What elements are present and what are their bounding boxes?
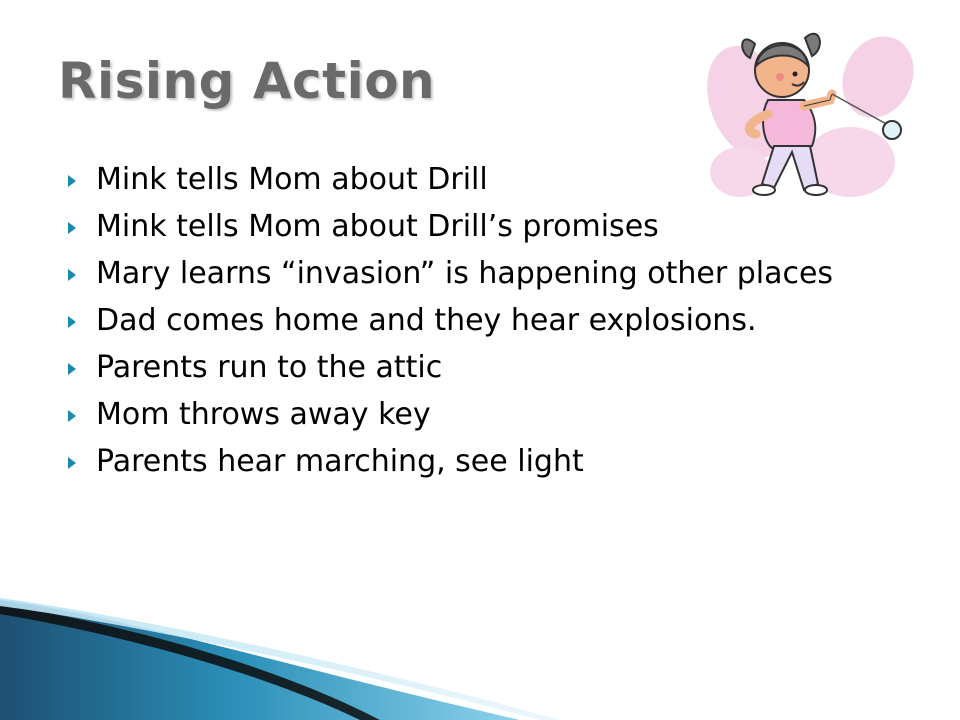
bullet-list: [64, 160, 884, 489]
bullet-text: Mary learns “invasion” is happening other places: [96, 256, 834, 291]
triangle-bullet-icon: [68, 316, 76, 328]
triangle-bullet-icon: [68, 269, 76, 281]
bullet-item: [64, 207, 884, 247]
bullet-text: Mink tells Mom about Drill: [96, 162, 488, 197]
bullet-text: Mom throws away key: [96, 397, 431, 432]
bullet-text: Dad comes home and they hear explosions.: [96, 303, 757, 338]
triangle-bullet-icon: [68, 457, 76, 469]
bullet-text: Parents run to the attic: [96, 350, 443, 385]
bullet-text: Mink tells Mom about Drill’s promises: [96, 209, 659, 244]
bullet-item: [64, 442, 884, 482]
slide-title: Rising Action: [58, 52, 436, 110]
triangle-bullet-icon: [68, 175, 76, 187]
bullet-item: [64, 160, 884, 200]
bullet-item: [64, 395, 884, 435]
triangle-bullet-icon: [68, 222, 76, 234]
bullet-item: [64, 254, 884, 294]
bullet-item: [64, 348, 884, 388]
bullet-text: Parents hear marching, see light: [96, 444, 584, 479]
triangle-bullet-icon: [68, 410, 76, 422]
bullet-item: [64, 301, 884, 341]
triangle-bullet-icon: [68, 363, 76, 375]
